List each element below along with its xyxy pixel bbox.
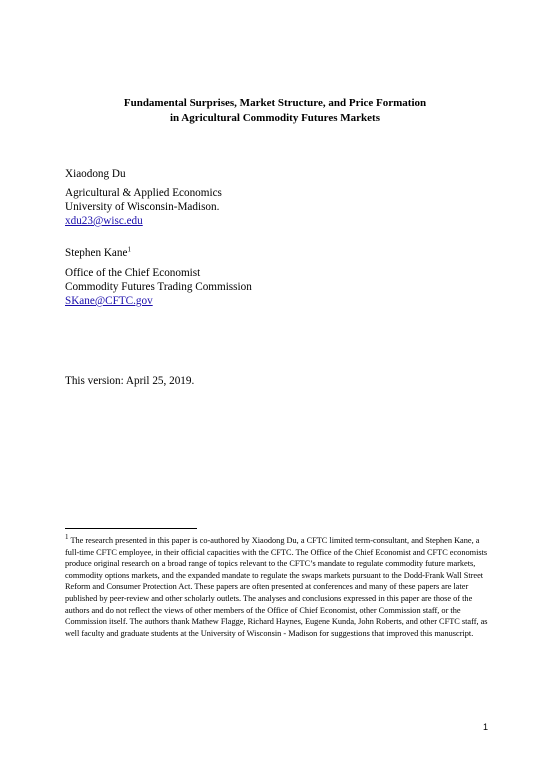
footnote-text: The research presented in this paper is co-authored by Xiaodong Du, a CFTC limited term-consultant, and Stephen Kane, a full-time CFTC employee, in their official capacities with the CFTC. The Office of the Chief Economist and CFTC economists produce original research on a broad range of topics relevant to the CFTC’s mandate to regulate commodity future markets, commodity options markets, and the expanded mandate to regulate the swaps markets pursuant to the Dodd-Frank Wall Street Reform and Consumer Protection Act. These papers are often presented at conferences and many of these papers are later published by peer-review and other scholarly outlets. The analyses and conclusions expressed in this paper are those of the authors and do not reflect the views of other members of the Office of Chief Economist, other Commission staff, or the Commission itself. The authors thank Mathew Flagge, Richard Haynes, Eugene Kunda, John Roberts, and other CFTC staff, as well faculty and graduate students at the University of Wisconsin - Madison for suggestions that improved this manuscript. [65,536,488,638]
author2-name: Stephen Kane [65,247,128,259]
footnote [65,535,489,639]
page-number: 1 [482,722,488,732]
author2-agency: Commodity Futures Trading Commission [65,281,252,293]
author1-dept: Agricultural & Applied Economics [65,187,222,199]
version-date: This version: April 25, 2019. [65,375,195,387]
author1-name: Xiaodong Du [65,168,126,180]
footnote-divider [65,528,197,529]
footnote-mark: 1 [65,533,69,542]
author2-email-link[interactable]: SKane@CFTC.gov [65,295,153,307]
footnote-ref[interactable]: 1 [127,245,131,254]
title-line-2: in Agricultural Commodity Futures Markets [169,112,380,124]
author2-office: Office of the Chief Economist [65,267,201,279]
author1-affiliation: University of Wisconsin-Madison. [65,201,220,213]
title-line-1: Fundamental Surprises, Market Structure, and Price Formation [123,97,427,109]
author2-name-line [65,246,131,260]
author1-email-link[interactable]: xdu23@wisc.edu [65,215,143,227]
